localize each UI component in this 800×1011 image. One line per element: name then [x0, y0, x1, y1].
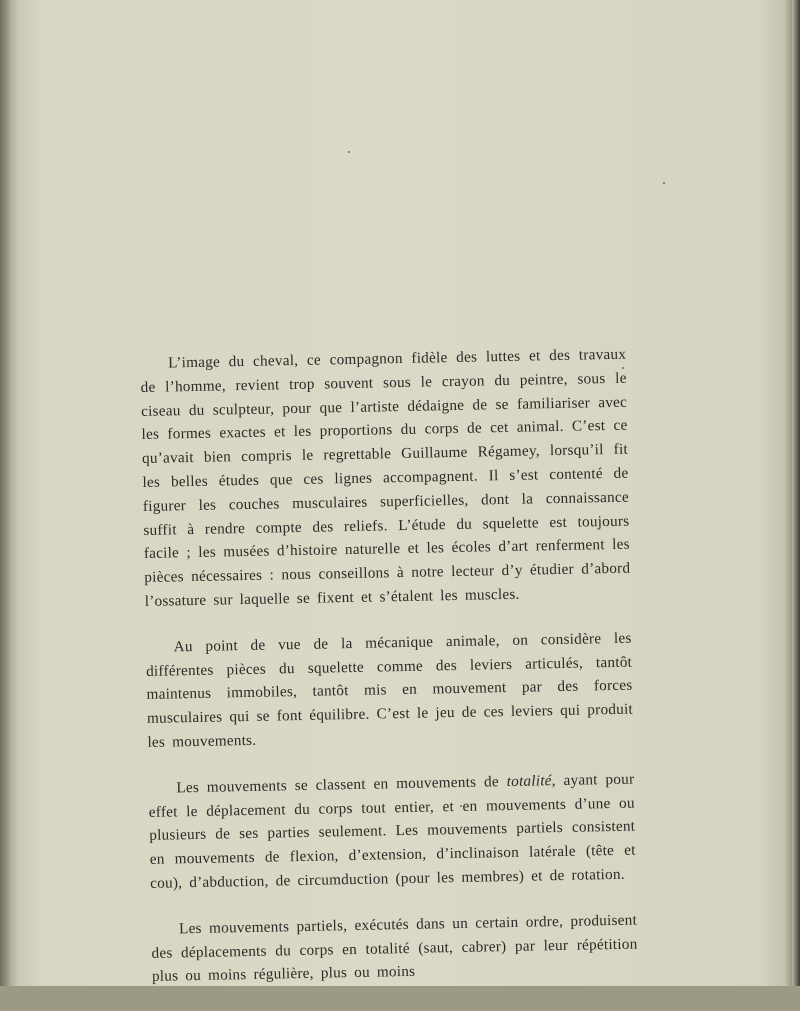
page-left-edge	[0, 0, 10, 986]
paragraph-3-end: , ayant pour effet le déplacement du corps tout entier, et en mouvements d’une ou plusieurs de ses parties seulement. Les mouvements partiels consistent en mouvements de flexion, d’extension, d’inclinaison latérale (tête et cou), d’abduction, de circumduction (pour les membres) et de rotation.	[148, 770, 636, 892]
page-right-edge	[792, 0, 800, 986]
paragraph-4: Les mouvements partiels, exécutés dans un certain ordre, produisent des déplacements du corps en totalité (saut, cabrer) par leur répétition plus ou moins régulière, plus ou moins	[151, 911, 638, 986]
paragraph-2: Au point de vue de la mécanique animale, on considère les différentes pièces du squelette comme des leviers articulés, tantôt maintenus immobiles, tantôt mis en mouvement par des forces musculaires qui se font équilibre. C’est le jeu de ces leviers qui produit les mouvements.	[145, 629, 634, 751]
paper-speck	[663, 182, 665, 184]
paragraph-3-start: Les mouvements se classent en mouvements de	[176, 772, 507, 797]
paragraph-1: L’image du cheval, ce compagnon fidèle des luttes et des travaux de l’homme, revient trop souvent sous le crayon du peintre, sous le ciseau du sculpteur, pour que l’artiste dédaigne de se familiariser avec les formes exactes et les proportions du corps de cet animal. C’est ce qu’avait bien compris le regrettable Guillaume Régamey, lorsqu’il fit les belles études que ces lignes accompagnent. Il s’est contenté de figurer les couches musculaires superficielles, dont la connaissance suffit à rendre compte des reliefs. L’étude du squelette est toujours facile ; les musées d’histoire naturelle et les écoles d’art renferment les pièces nécessaires : nous conseillons à notre lecteur d’y étudier d’abord l’ossature sur laquelle se fixent et s’étalent les muscles.	[140, 345, 631, 610]
paragraph-3	[148, 767, 636, 895]
body-text	[140, 343, 639, 1011]
paper-speck	[348, 151, 350, 153]
italic-term-totalite: totalité	[506, 771, 552, 790]
